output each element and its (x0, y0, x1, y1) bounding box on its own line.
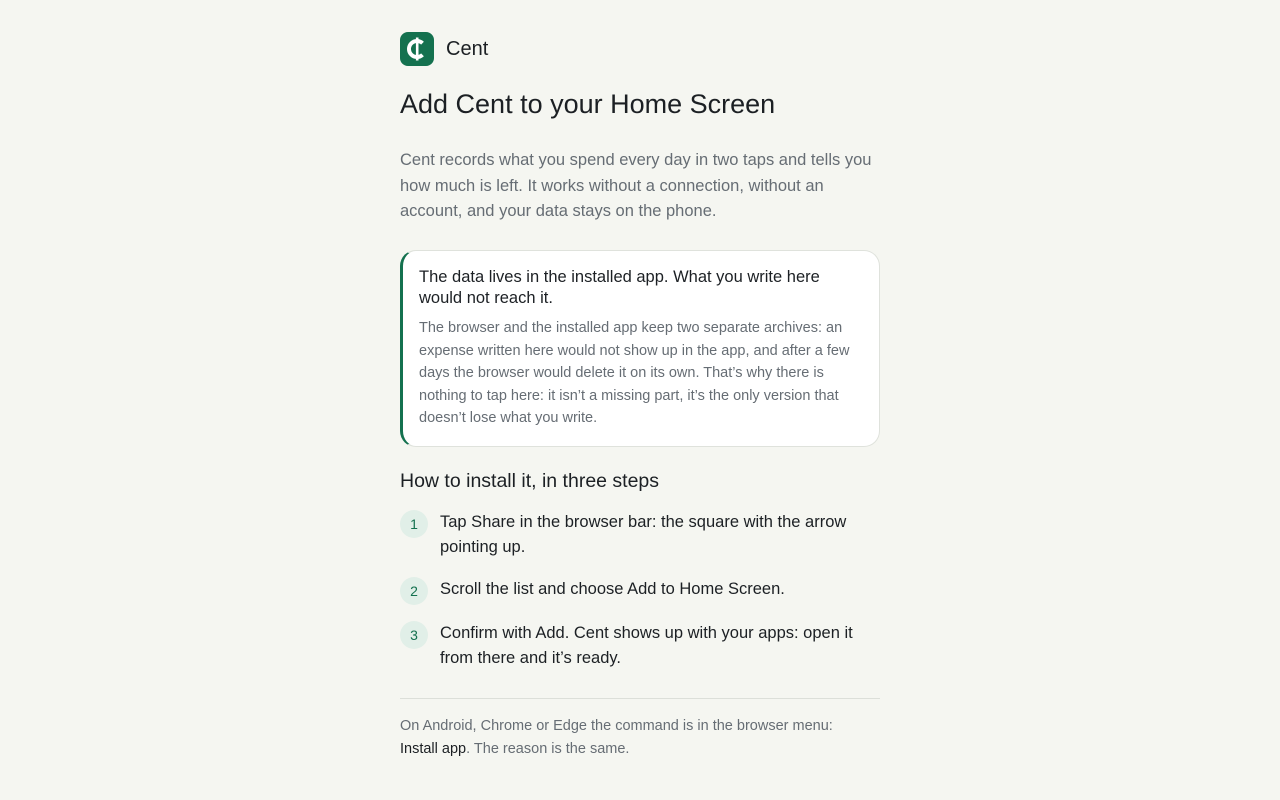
android-footnote (400, 715, 880, 760)
notice-title: The data lives in the installed app. What you write here would not reach it. (419, 268, 820, 307)
footnote-prefix: On Android, Chrome or Edge the command is in the browser menu: (400, 718, 833, 734)
step-number-badge: 2 (400, 577, 428, 605)
step-text: Confirm with Add. Cent shows up with your apps: open it from there and it’s ready. (440, 624, 853, 667)
notice-body: The browser and the installed app keep two separate archives: an expense written here would not show up in the app, and after a few days the browser would delete it on its own. That’s why there is nothing to tap here: it isn’t a missing part, it’s the only version that doesn’t lose what you write. (419, 320, 850, 426)
intro-text: Cent records what you spend every day in two taps and tells you how much is left. It works without a connection, without an account, and your data stays on the phone. (400, 151, 872, 220)
brand-name: Cent (446, 37, 489, 60)
brand-header (400, 32, 488, 66)
install-app-command: Install app (400, 740, 467, 757)
install-step-2 (400, 579, 880, 605)
cent-sign-icon (400, 32, 434, 66)
step-number-badge: 1 (400, 510, 428, 538)
steps-heading: How to install it, in three steps (400, 470, 660, 492)
page-title: Add Cent to your Home Screen (400, 89, 776, 119)
data-notice-card (400, 250, 880, 447)
footnote-suffix: . The reason is the same. (466, 740, 630, 757)
section-divider (400, 698, 880, 699)
install-step-1 (400, 512, 880, 560)
cent-logo-icon (400, 32, 434, 66)
install-step-3 (400, 623, 880, 671)
step-text: Scroll the list and choose Add to Home Screen. (440, 580, 785, 598)
step-text: Tap Share in the browser bar: the square with the arrow pointing up. (440, 513, 847, 556)
step-number-badge: 3 (400, 621, 428, 649)
